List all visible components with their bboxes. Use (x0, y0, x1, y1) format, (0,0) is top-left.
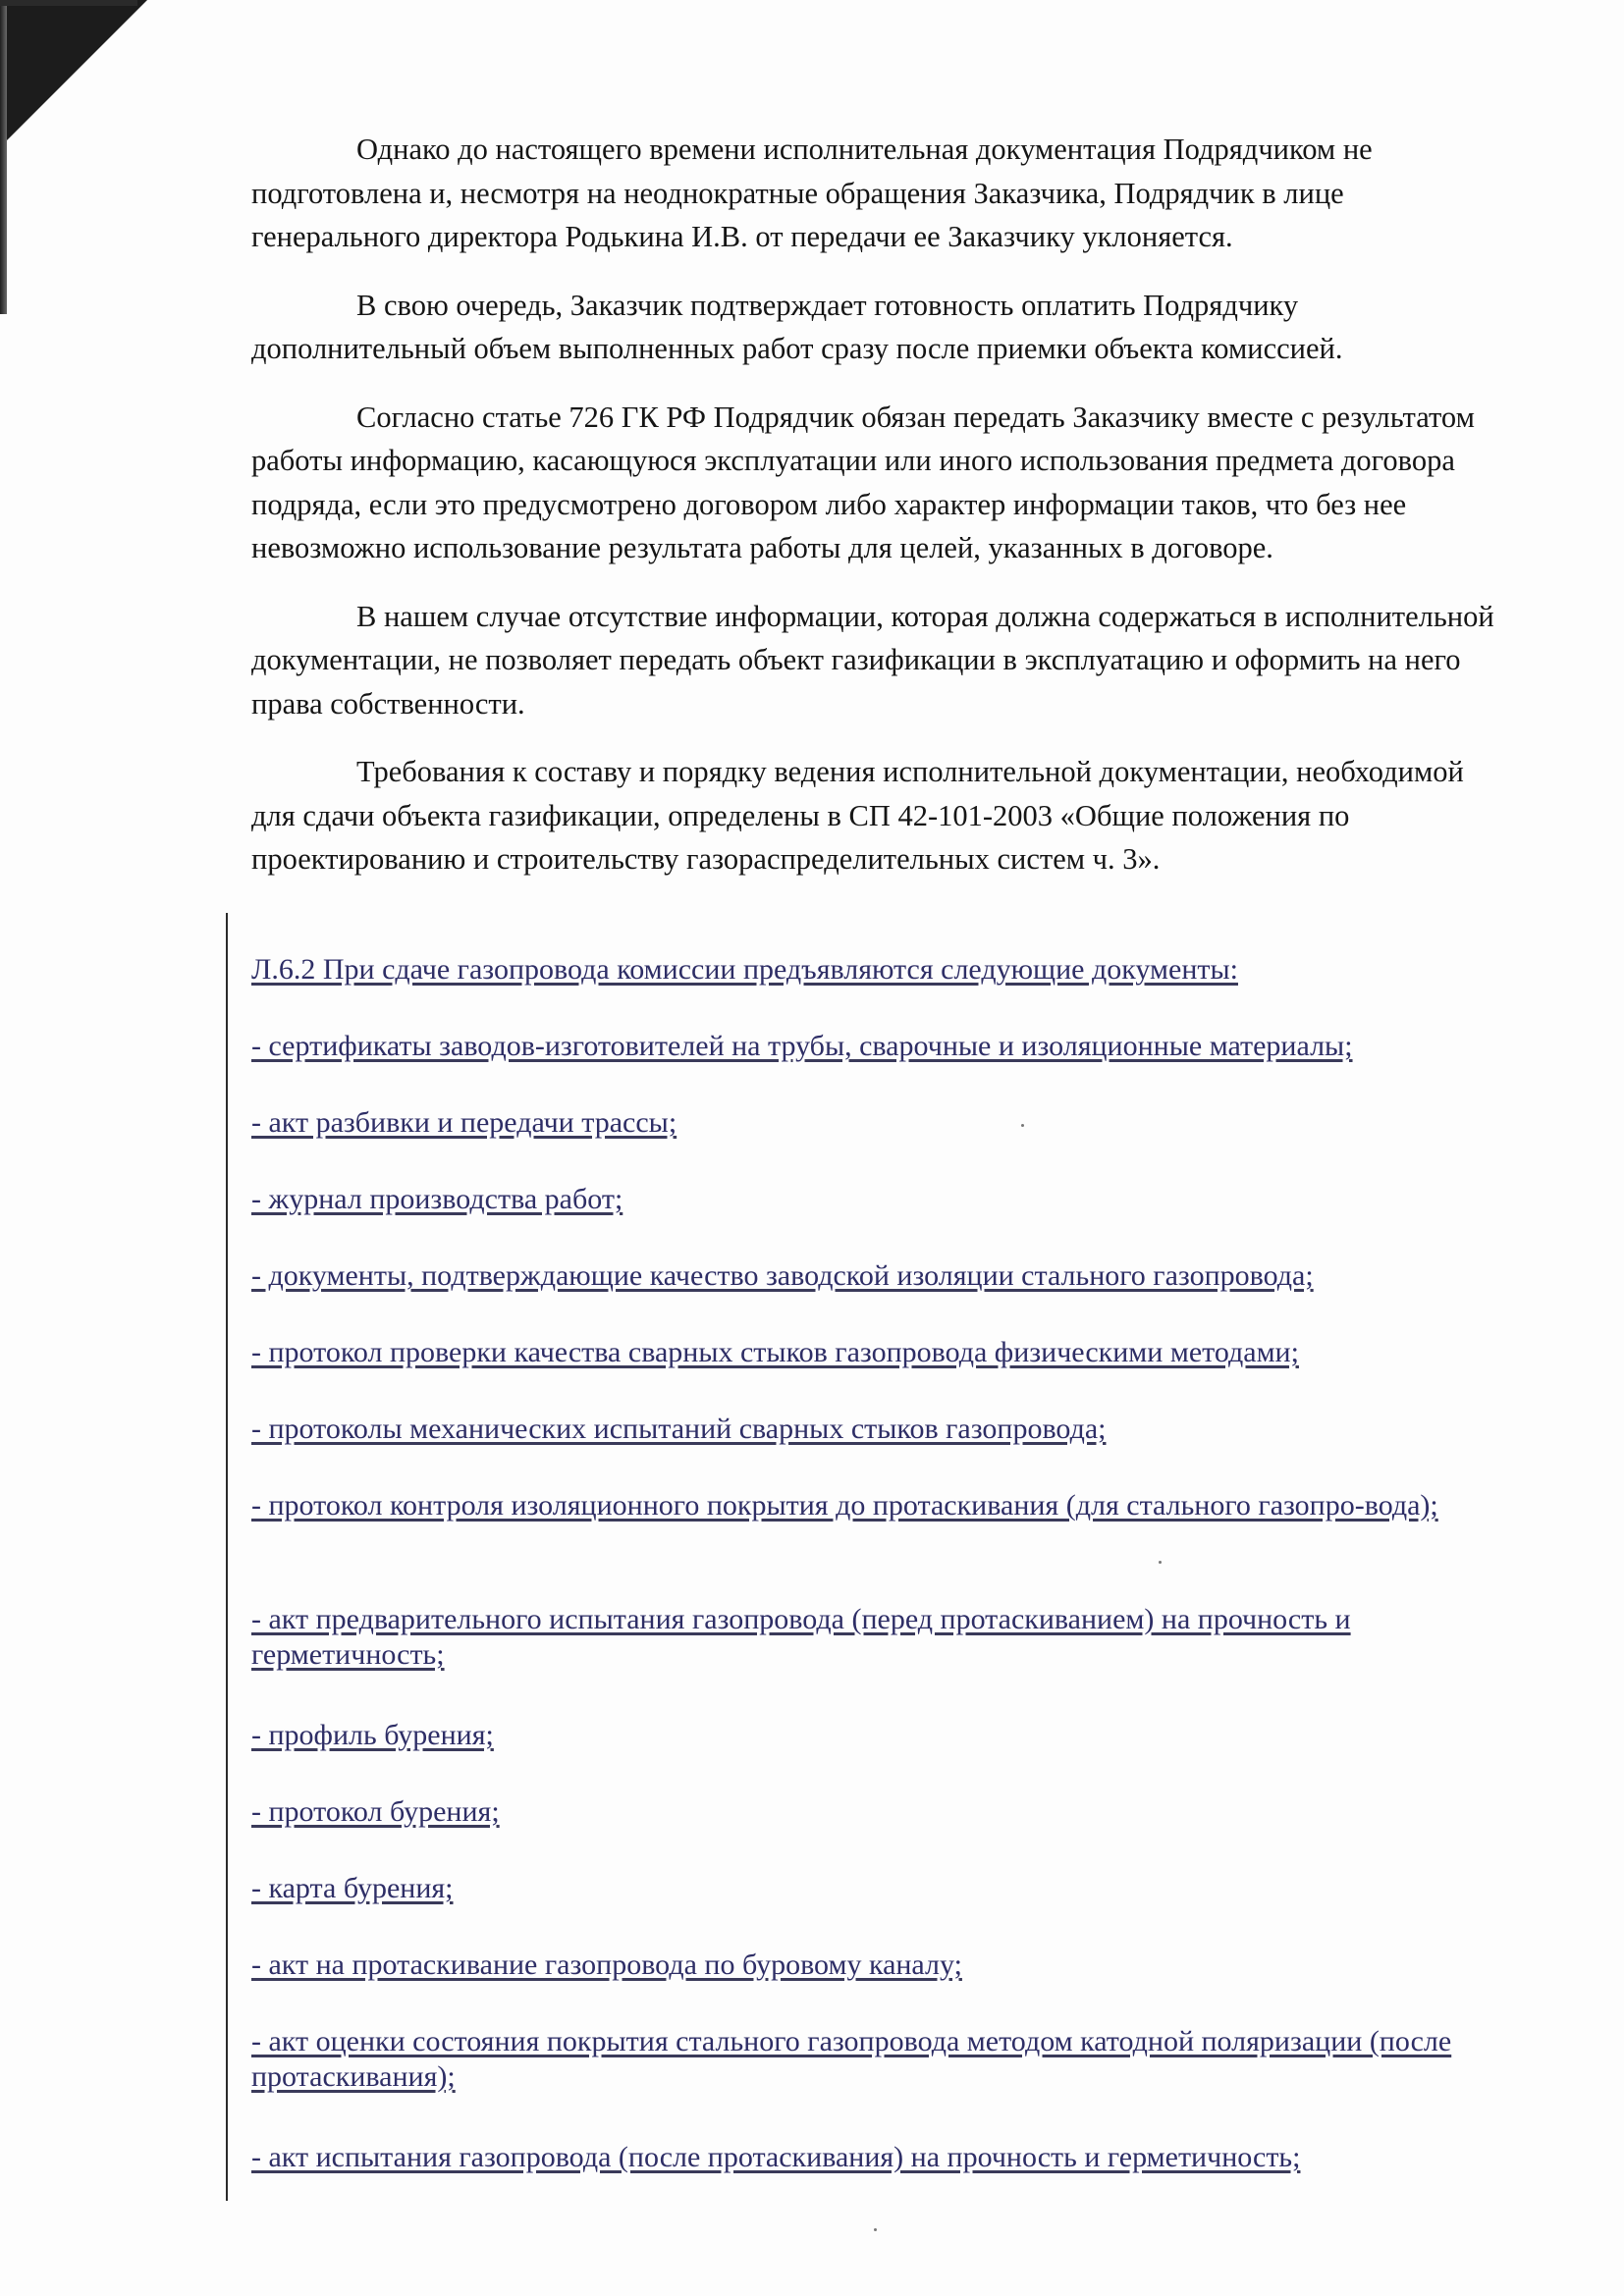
scan-speck (1159, 1561, 1162, 1564)
list-item: - протокол контроля изоляционного покрытия до протаскивания (для стального газопро-вода); (251, 1489, 1438, 1522)
paragraph: В свою очередь, Заказчик подтверждает готовность оплатить Подрядчику дополнительный объем выполненных работ сразу после приемки объекта комиссией. (251, 288, 1343, 365)
list-item: - протокол бурения; (251, 1795, 500, 1828)
quote-heading: Л.6.2 При сдаче газопровода комиссии предъявляются следующие документы: (251, 953, 1238, 986)
list-item: - протоколы механических испытаний сварных стыков газопровода; (251, 1413, 1107, 1445)
list-item: - акт на протаскивание газопровода по буровому каналу; (251, 1949, 962, 1981)
list-item: - акт предварительного испытания газопровода (перед протаскиванием) на прочность и герметичность; (251, 1603, 1351, 1671)
scan-edge-shadow (0, 0, 7, 314)
list-item: - карта бурения; (251, 1872, 454, 1904)
list-item: - профиль бурения; (251, 1719, 494, 1751)
list-item: - акт испытания газопровода (после протаскивания) на прочность и герметичность; (251, 2141, 1301, 2173)
scan-corner-fold (0, 0, 147, 147)
scan-speck (1021, 1124, 1024, 1127)
scan-top-edge-shadow (0, 0, 137, 6)
list-item: - журнал производства работ; (251, 1183, 623, 1215)
list-item: - сертификаты заводов-изготовителей на трубы, сварочные и изоляционные материалы; (251, 1030, 1353, 1062)
list-item: - протокол проверки качества сварных стыков газопровода физическими методами; (251, 1336, 1299, 1368)
paragraph: В нашем случае отсутствие информации, которая должна содержаться в исполнительной документации, не позволяет передать объект газификации в эксплуатацию и оформить на него права собственности. (251, 599, 1494, 721)
paragraph: Согласно статье 726 ГК РФ Подрядчик обязан передать Заказчику вместе с результатом работы информацию, касающуюся эксплуатации или иного использования предмета договора подряда, если это предусмотрено договором либо характер информации таков, что без нее невозможно использование результата работы для целей, указанных в договоре. (251, 400, 1475, 564)
paragraph: Однако до настоящего времени исполнительная документация Подрядчиком не подготовлена и, несмотря на неоднократные обращения Заказчика, Подрядчик в лице генерального директора Родькина И.В. от передачи ее Заказчику уклоняется. (251, 133, 1373, 253)
list-item: - акт разбивки и передачи трассы; (251, 1106, 677, 1139)
scan-speck (874, 2228, 877, 2231)
paragraph: Требования к составу и порядку ведения исполнительной документации, необходимой для сдачи объекта газификации, определены в СП 42-101-2003 «Общие положения по проектированию и строительству газораспределительных систем ч. 3». (251, 755, 1464, 876)
list-item: - акт оценки состояния покрытия стального газопровода методом катодной поляризации (после протаскивания); (251, 2025, 1452, 2093)
margin-vertical-line (226, 913, 228, 2201)
list-item: - документы, подтверждающие качество заводской изоляции стального газопровода; (251, 1259, 1314, 1292)
body-text (251, 128, 1508, 906)
